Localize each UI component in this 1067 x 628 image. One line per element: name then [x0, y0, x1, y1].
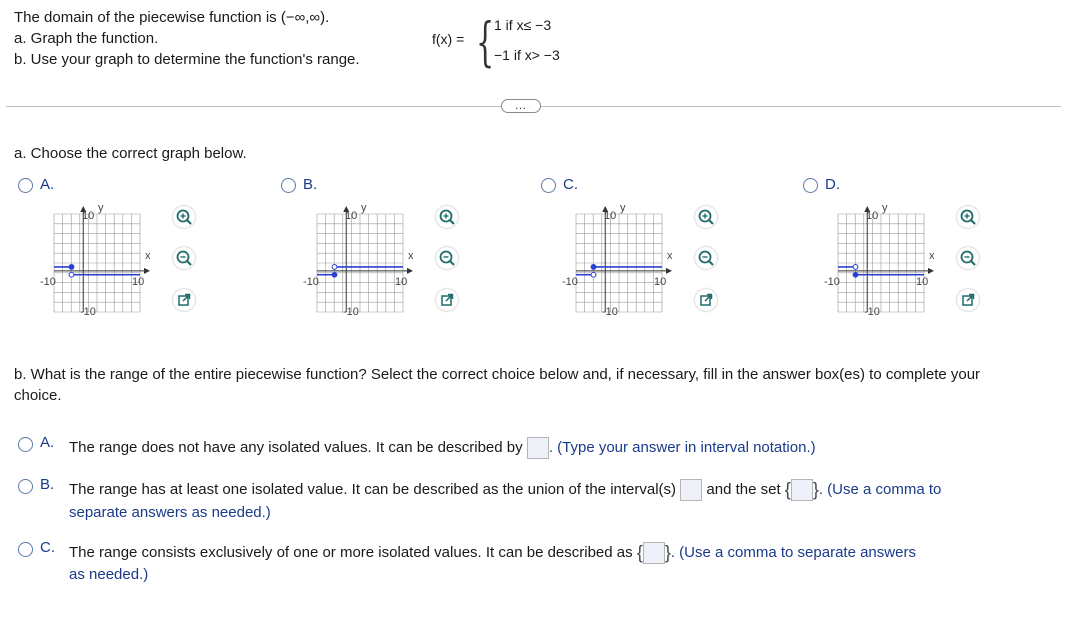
- y-min-label: -10: [343, 306, 359, 318]
- zoom-out-icon: [957, 247, 979, 269]
- open-endpoint: [332, 265, 337, 270]
- graph-option-a-radio[interactable]: [18, 178, 33, 193]
- range-option-b-cont: separate answers as needed.): [69, 504, 271, 521]
- union-interval-answer-box[interactable]: [680, 479, 702, 501]
- y-min-label: -10: [864, 306, 880, 318]
- zoom-in-icon: [695, 206, 717, 228]
- isolated-set-answer-box[interactable]: [791, 479, 813, 501]
- zoom-in-button[interactable]: [173, 206, 195, 228]
- graph-option-d[interactable]: [828, 206, 936, 314]
- open-endpoint: [591, 265, 596, 270]
- open-external-icon: [173, 289, 195, 311]
- x-min-label: -10: [562, 276, 578, 288]
- zoom-out-icon: [173, 247, 195, 269]
- range-option-b: [69, 479, 941, 501]
- range-option-c-hint: . (Use a comma to separate answers: [670, 543, 916, 561]
- range-option-a-radio[interactable]: [18, 437, 33, 452]
- open-external-button[interactable]: [957, 289, 979, 311]
- x-max-label: 10: [654, 276, 667, 288]
- zoom-out-button[interactable]: [436, 247, 458, 269]
- x-axis-label: x: [667, 250, 673, 262]
- range-option-b-hint: . (Use a comma to: [818, 480, 942, 498]
- set-close-brace: }: [664, 542, 671, 563]
- zoom-in-button[interactable]: [695, 206, 717, 228]
- range-option-a-letter: A.: [40, 434, 55, 451]
- range-option-c: [69, 542, 916, 564]
- function-lhs: f(x) =: [432, 31, 465, 47]
- range-option-c-radio[interactable]: [18, 542, 33, 557]
- x-axis-label: x: [408, 250, 414, 262]
- closed-endpoint: [591, 272, 596, 277]
- part-b-prompt: b. What is the range of the entire piecewise function? Select the correct choice below and, if necessary, fill in the answer box(es) to complete your: [14, 366, 981, 383]
- range-option-b-letter: B.: [40, 476, 55, 493]
- question-intro: The domain of the piecewise function is (−∞,∞).: [14, 9, 330, 26]
- function-brace: {: [476, 13, 495, 73]
- interval-answer-box[interactable]: [527, 437, 549, 459]
- zoom-in-icon: [173, 206, 195, 228]
- open-external-icon: [957, 289, 979, 311]
- closed-endpoint: [69, 265, 74, 270]
- graph-option-c-radio[interactable]: [541, 178, 556, 193]
- graph-option-a[interactable]: [44, 206, 152, 314]
- zoom-out-button[interactable]: [173, 247, 195, 269]
- range-option-c-letter: C.: [40, 539, 55, 556]
- x-min-label: -10: [40, 276, 56, 288]
- question-part-a: a. Graph the function.: [14, 30, 159, 47]
- range-option-b-mid: and the set: [706, 480, 781, 498]
- x-axis-label: x: [929, 250, 935, 262]
- set-close-brace: }: [812, 479, 819, 500]
- range-option-a: [69, 437, 816, 459]
- open-external-button[interactable]: [695, 289, 717, 311]
- y-min-label: -10: [80, 306, 96, 318]
- x-max-label: 10: [395, 276, 408, 288]
- x-axis-arrow: [928, 268, 934, 274]
- zoom-in-icon: [957, 206, 979, 228]
- graph-option-d-letter: D.: [825, 176, 840, 193]
- range-option-b-radio[interactable]: [18, 479, 33, 494]
- y-axis-label: y: [882, 202, 888, 214]
- graph-option-b-letter: B.: [303, 176, 318, 193]
- zoom-out-icon: [695, 247, 717, 269]
- graph-option-a-letter: A.: [40, 176, 55, 193]
- x-min-label: -10: [824, 276, 840, 288]
- part-a-prompt: a. Choose the correct graph below.: [14, 145, 247, 162]
- open-endpoint: [853, 272, 858, 277]
- closed-endpoint: [332, 272, 337, 277]
- open-external-button[interactable]: [436, 289, 458, 311]
- zoom-in-button[interactable]: [436, 206, 458, 228]
- range-option-a-text: The range does not have any isolated values. It can be described by: [69, 438, 523, 456]
- graph-option-b[interactable]: [307, 206, 415, 314]
- zoom-out-icon: [436, 247, 458, 269]
- x-axis-arrow: [144, 268, 150, 274]
- open-external-icon: [436, 289, 458, 311]
- range-option-b-text: The range has at least one isolated value. It can be described as the union of the interval(s): [69, 480, 677, 498]
- y-max-label: 10: [345, 210, 358, 222]
- y-axis-label: y: [620, 202, 626, 214]
- range-option-c-cont: as needed.): [69, 566, 149, 583]
- x-axis-label: x: [145, 250, 151, 262]
- x-axis-arrow: [407, 268, 413, 274]
- x-axis-arrow: [666, 268, 672, 274]
- open-external-button[interactable]: [173, 289, 195, 311]
- y-max-label: 10: [866, 210, 879, 222]
- part-b-prompt-cont: choice.: [14, 387, 62, 404]
- set-open-brace: {: [784, 479, 791, 500]
- function-case-2: −1 if x> −3: [494, 47, 560, 63]
- zoom-out-button[interactable]: [695, 247, 717, 269]
- set-open-brace: {: [636, 542, 643, 563]
- x-max-label: 10: [916, 276, 929, 288]
- closed-endpoint: [853, 265, 858, 270]
- graph-option-b-radio[interactable]: [281, 178, 296, 193]
- open-endpoint: [69, 272, 74, 277]
- y-min-label: -10: [602, 306, 618, 318]
- graph-option-d-radio[interactable]: [803, 178, 818, 193]
- x-min-label: -10: [303, 276, 319, 288]
- y-axis-label: y: [98, 202, 104, 214]
- isolated-values-answer-box[interactable]: [643, 542, 665, 564]
- range-option-a-hint: . (Type your answer in interval notation.): [548, 438, 816, 456]
- open-external-icon: [695, 289, 717, 311]
- y-axis-label: y: [361, 202, 367, 214]
- zoom-in-icon: [436, 206, 458, 228]
- graph-option-c-letter: C.: [563, 176, 578, 193]
- zoom-in-button[interactable]: [957, 206, 979, 228]
- x-max-label: 10: [132, 276, 145, 288]
- zoom-out-button[interactable]: [957, 247, 979, 269]
- function-case-1: 1 if x≤ −3: [494, 17, 552, 33]
- y-max-label: 10: [604, 210, 617, 222]
- y-max-label: 10: [82, 210, 95, 222]
- expand-button[interactable]: …: [501, 99, 541, 113]
- graph-option-c[interactable]: [566, 206, 674, 314]
- question-part-b: b. Use your graph to determine the function's range.: [14, 51, 360, 68]
- range-option-c-text: The range consists exclusively of one or more isolated values. It can be described as: [69, 543, 633, 561]
